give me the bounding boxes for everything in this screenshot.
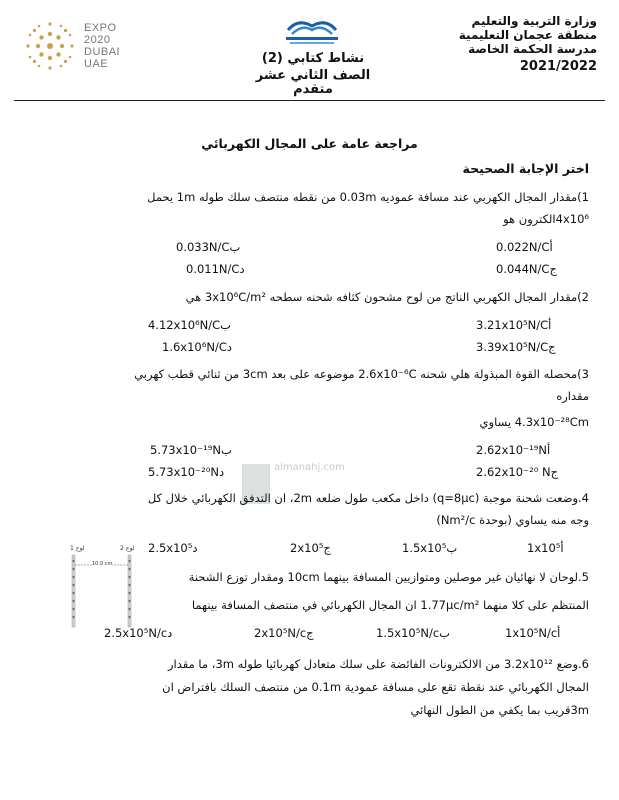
option-letter: ج <box>548 340 556 354</box>
question-line: 3mقريب بما يكفي من الطول النهائي <box>410 703 589 717</box>
option-text: 1x10⁵N/c <box>505 626 558 640</box>
option-b[interactable] <box>176 240 240 254</box>
option-text: 3.39x10⁵N/C <box>476 340 549 354</box>
option-d[interactable] <box>186 262 245 276</box>
option-text: 2x10⁵N/c <box>254 626 307 640</box>
option-a[interactable] <box>476 318 551 332</box>
expo-line-4: UAE <box>84 58 109 70</box>
option-letter: أ <box>549 240 553 254</box>
option-d[interactable] <box>162 340 232 354</box>
school-name: مدرسة الحكمة الخاصة <box>468 42 597 56</box>
school-logo <box>278 16 346 46</box>
instruction-text: اختر الإجابة الصحيحة <box>462 161 589 176</box>
plate-1-label: لوح 1 <box>70 545 85 552</box>
option-letter: ب <box>220 443 232 457</box>
expo-emblem-icon <box>20 16 80 76</box>
option-c[interactable] <box>476 465 558 479</box>
option-letter: أ <box>546 443 551 457</box>
option-text: 0.011N/C <box>186 262 240 276</box>
question-line: 4x10⁶الكترون هو <box>503 212 589 226</box>
option-letter: ج <box>323 541 331 555</box>
option-text: 2.5x10⁵N/c <box>104 626 168 640</box>
question-line: 3)محصله القوة المبذولة هلي شحنه 2.6x10⁻⁶C موضوعه على بعد 3cm من ثنائي قطب كهربي <box>134 367 589 381</box>
option-letter: د <box>218 465 225 479</box>
header-ministry-block <box>397 14 597 74</box>
question-line: 6.وضع 3.2x10¹² من الالكترونات الفائضة على سلك متعادل كهربائيا طوله 3m، ما مقدار <box>167 657 589 671</box>
option-letter: ج <box>549 262 557 276</box>
question-line: 1)مقدار المجال الكهربي عند مسافة عموديه 0.03m من نقطه منتصف سلك طوله 1m يحمل <box>147 190 589 204</box>
question-3 <box>24 363 589 433</box>
option-a[interactable] <box>496 240 553 254</box>
option-letter: ج <box>550 465 559 479</box>
option-text: 0.033N/C <box>176 240 230 254</box>
expo-2020-logo <box>20 14 130 84</box>
option-b[interactable] <box>402 541 457 555</box>
option-a[interactable] <box>505 626 560 640</box>
option-b[interactable] <box>150 443 232 457</box>
option-text: 5.73x10⁻¹⁹N <box>150 443 221 457</box>
option-letter: ج <box>306 626 314 640</box>
option-text: 0.044N/C <box>496 262 550 276</box>
question-line: مقداره <box>556 389 589 403</box>
option-d[interactable] <box>148 541 197 555</box>
option-letter: ب <box>229 240 241 254</box>
expo-line-2: 2020 <box>84 34 111 46</box>
option-letter: د <box>167 626 173 640</box>
option-a[interactable] <box>527 541 564 555</box>
option-text: 1.6x10⁶N/C <box>162 340 227 354</box>
option-text: 0.022N/C <box>496 240 550 254</box>
question-line: 4.وضعت شحنة موجبة (q=8μc) داخل مكعب طول ضلعه 2m، ان التدفق الكهربائي خلال كل <box>147 491 589 505</box>
question-2 <box>24 286 589 308</box>
question-line: 4.3x10⁻²⁸Cm يساوي <box>479 415 589 429</box>
option-c[interactable] <box>254 626 314 640</box>
option-c[interactable] <box>290 541 331 555</box>
option-letter: د <box>239 262 245 276</box>
question-5 <box>149 566 589 588</box>
option-d[interactable] <box>148 465 224 479</box>
plate-2-label: لوح 2 <box>120 545 135 552</box>
question-6 <box>24 653 589 722</box>
option-text: 2.62x10⁻¹⁹N <box>476 443 547 457</box>
academic-year: 2021/2022 <box>519 59 597 74</box>
expo-line-1: EXPO <box>84 22 117 34</box>
question-line: وجه منه يساوي (بوحدة Nm²/c) <box>436 513 589 527</box>
option-b[interactable] <box>148 318 231 332</box>
expo-line-3: DUBAI <box>84 46 121 58</box>
option-letter: أ <box>557 626 561 640</box>
option-letter: ب <box>439 626 450 640</box>
option-text: 2.5x10⁵ <box>148 541 193 555</box>
zone-name: منطقة عجمان التعليمية <box>458 28 597 42</box>
option-letter: ب <box>446 541 458 555</box>
header-divider <box>14 100 605 101</box>
watermark-text: almanahj.com <box>274 462 345 473</box>
question-line: 2)مقدار المجال الكهربي الناتج من لوح مشحون كثافه شحنه سطحه 3x10⁶C/m² هي <box>185 290 589 304</box>
option-c[interactable] <box>496 262 557 276</box>
option-text: 4.12x10⁶N/C <box>148 318 221 332</box>
question-5-line-2 <box>149 594 589 616</box>
option-text: 1.5x10⁵ <box>402 541 447 555</box>
option-letter: د <box>226 340 232 354</box>
option-letter: أ <box>560 541 564 555</box>
question-1 <box>24 186 589 230</box>
option-d[interactable] <box>104 626 172 640</box>
option-letter: ب <box>220 318 231 332</box>
question-4 <box>24 487 589 531</box>
page-title: مراجعة عامة على المجال الكهربائي <box>201 136 418 151</box>
option-text: 1.5x10⁵N/c <box>376 626 440 640</box>
question-line: المجال الكهربائي عند نقطة تقع على مسافة عمودية 0.1m من منتصف السلك بافتراض ان <box>162 680 589 694</box>
option-text: 1x10⁵ <box>527 541 561 555</box>
plates-figure <box>62 545 142 630</box>
ministry-name: وزارة التربية والتعليم <box>471 14 597 28</box>
question-line: المنتظم على كلا منهما 1.77μc/m² ان المجال الكهربائي في منتصف المسافة بينهما <box>191 598 589 612</box>
option-letter: أ <box>548 318 552 332</box>
option-c[interactable] <box>476 340 556 354</box>
question-line: 5.لوحان لا نهائيان غير موصلين ومتوازيين المسافة بينهما 10cm ومقدار توزع الشحنة <box>188 570 589 584</box>
option-text: 2.62x10⁻²⁰ N <box>476 465 551 479</box>
activity-title: نشاط كتابي (2) <box>261 51 365 66</box>
option-text: 3.21x10⁵N/C <box>476 318 549 332</box>
option-b[interactable] <box>376 626 450 640</box>
option-text: 5.73x10⁻²⁰N <box>148 465 219 479</box>
grade-title: الصف الثاني عشر متقدم <box>255 68 371 97</box>
plate-distance-label: 10.0 cm <box>92 561 113 567</box>
header-activity-block <box>238 52 388 97</box>
option-text: 2x10⁵ <box>290 541 324 555</box>
option-letter: د <box>192 541 198 555</box>
option-a[interactable] <box>476 443 550 457</box>
